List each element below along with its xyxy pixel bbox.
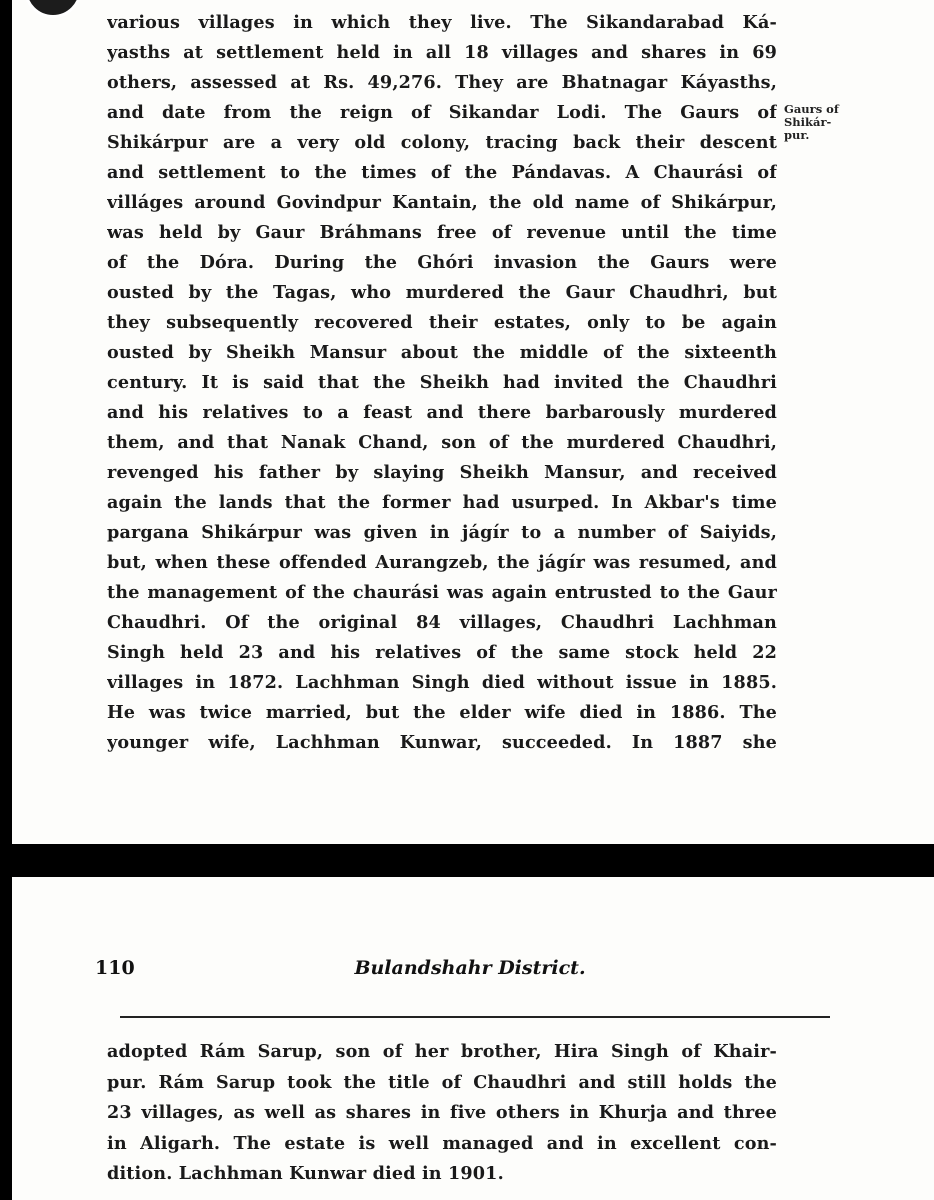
scanned-page-bottom bbox=[12, 877, 934, 1200]
body-text-line: them, and that Nanak Chand, son of the murdered Chaudhri, bbox=[107, 432, 777, 453]
body-text-line: again the lands that the former had usurped. In Akbar's time bbox=[107, 492, 777, 513]
body-text-line: of the Dóra. During the Ghóri invasion the Gaurs were bbox=[107, 252, 777, 273]
body-text-line: in Aligarh. The estate is well managed and in excellent con- bbox=[107, 1132, 777, 1154]
body-text-line: villáges around Govindpur Kantain, the old name of Shikárpur, bbox=[107, 192, 777, 213]
body-text-line: pur. Rám Sarup took the title of Chaudhri and still holds the bbox=[107, 1071, 777, 1093]
body-text-line: He was twice married, but the elder wife died in 1886. The bbox=[107, 702, 777, 723]
camera-icon[interactable] bbox=[24, 0, 82, 18]
body-text-line: ousted by the Tagas, who murdered the Gaur Chaudhri, but bbox=[107, 282, 777, 303]
body-text-line: revenged his father by slaying Sheikh Mansur, and received bbox=[107, 462, 777, 483]
page-number: 110 bbox=[95, 957, 135, 979]
body-text-line: and his relatives to a feast and there barbarously murdered bbox=[107, 402, 777, 423]
margin-note-line: Gaurs of bbox=[784, 102, 839, 116]
running-header bbox=[95, 957, 845, 997]
body-text-line: dition. Lachhman Kunwar died in 1901. bbox=[107, 1163, 504, 1184]
margin-note-line: pur. bbox=[784, 128, 810, 142]
body-text-line: and settlement to the times of the Pándavas. A Chaurási of bbox=[107, 162, 777, 183]
body-text-line: Chaudhri. Of the original 84 villages, Chaudhri Lachhman bbox=[107, 612, 777, 633]
scanned-page-top bbox=[12, 0, 934, 844]
body-text-line: villages in 1872. Lachhman Singh died without issue in 1885. bbox=[107, 672, 777, 693]
body-text-line: pargana Shikárpur was given in jágír to a number of Saiyids, bbox=[107, 522, 777, 543]
header-rule bbox=[120, 1016, 830, 1018]
body-text-line: the management of the chaurási was again entrusted to the Gaur bbox=[107, 582, 777, 603]
body-text-line: they subsequently recovered their estates, only to be again bbox=[107, 312, 777, 333]
body-text-line: various villages in which they live. The Sikandarabad Ká- bbox=[107, 12, 777, 33]
running-title: Bulandshahr District. bbox=[354, 957, 586, 979]
body-text-line: Shikárpur are a very old colony, tracing back their descent bbox=[107, 132, 777, 153]
body-text-line: younger wife, Lachhman Kunwar, succeeded. In 1887 she bbox=[107, 732, 777, 753]
body-text-line: was held by Gaur Bráhmans free of revenue until the time bbox=[107, 222, 777, 243]
body-text-line: yasths at settlement held in all 18 villages and shares in 69 bbox=[107, 42, 777, 63]
viewer-edge bbox=[0, 0, 12, 44]
body-text-line: and date from the reign of Sikandar Lodi. The Gaurs of bbox=[107, 102, 777, 123]
body-text-line: adopted Rám Sarup, son of her brother, Hira Singh of Khair- bbox=[107, 1041, 777, 1062]
body-text-line: others, assessed at Rs. 49,276. They are Bhatnagar Káyasths, bbox=[107, 72, 777, 93]
body-text-line: Singh held 23 and his relatives of the same stock held 22 bbox=[107, 642, 777, 663]
margin-note bbox=[784, 103, 854, 142]
body-text-line: ousted by Sheikh Mansur about the middle of the sixteenth bbox=[107, 342, 777, 363]
body-text-line: century. It is said that the Sheikh had invited the Chaudhri bbox=[107, 372, 777, 393]
margin-note-line: Shikár- bbox=[784, 115, 832, 129]
body-text-line: but, when these offended Aurangzeb, the jágír was resumed, and bbox=[107, 552, 777, 573]
body-text-line: 23 villages, as well as shares in five others in Khurja and three bbox=[107, 1102, 777, 1123]
